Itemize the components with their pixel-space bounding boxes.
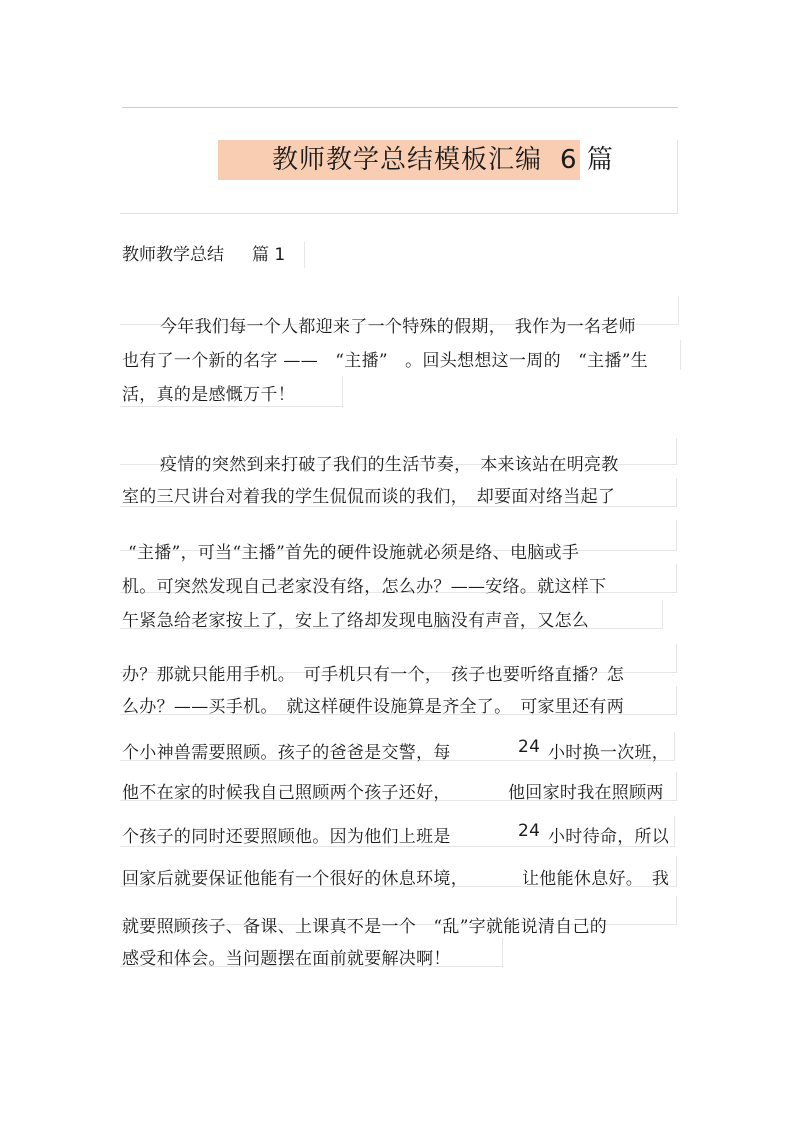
page-title [272,140,614,180]
text-line: 活，真的是感慨万千！ [122,385,295,405]
text-line: 让他能休息好。 我 [522,869,670,889]
text-line: 他不在家的时候我自己照顾两个孩子还好， [122,783,451,803]
top-rule [122,107,678,108]
text-line: 小时换一次班， [548,743,670,763]
text-line: 么办？——买手机。 就这样硬件设施算是齐全了。 可家里还有两 [122,697,624,717]
text-line: 个孩子的同时还要照顾他。因为他们上班是 [122,827,451,847]
text-line: 回家后就要保证他能有一个很好的休息环境， [122,869,468,889]
hours-value: 24 [518,821,541,841]
title-count: 6 篇 [560,145,614,175]
text-line: 小时待命，所以 [548,827,670,847]
text-line: 也有了一个新的名字 —— “主播” 。回头想想这一周的 “主播”生 [122,351,649,371]
text-line: 午紧急给老家按上了，安上了络却发现电脑没有声音，又怎么 [122,611,590,631]
text-line: 室的三尺讲台对着我的学生侃侃而谈的我们， 却要面对络当起了 [122,487,616,507]
text-line: “主播”，可当“主播”首先的硬件设施就必须是络、电脑或手 [128,543,580,563]
text-line: 就要照顾孩子、备课、上课真不是一个 “乱”字就能说清自己的 [122,917,608,937]
text-line: 今年我们每一个人都迎来了一个特殊的假期， 我作为一名老师 [160,317,636,337]
text-line: 个小神兽需要照顾。孩子的爸爸是交警，每 [122,743,451,763]
text-line: 疫情的突然到来打破了我们的生活节奏， 本来该站在明亮教 [160,455,619,475]
section-label: 教师教学总结 [122,245,224,265]
title-text: 教师教学总结模板汇编 [272,145,543,175]
text-line: 办？那就只能用手机。 可手机只有一个， 孩子也要听络直播？怎 [122,665,624,685]
section-heading [122,240,285,265]
hours-value: 24 [518,737,541,757]
text-line: 机。可突然发现自己老家没有络，怎么办？——安络。就这样下 [122,577,607,597]
section-number: 篇 1 [252,245,286,265]
text-line: 他回家时我在照顾两 [508,783,664,803]
text-line: 感受和体会。当问题摆在面前就要解决啊！ [122,949,451,969]
